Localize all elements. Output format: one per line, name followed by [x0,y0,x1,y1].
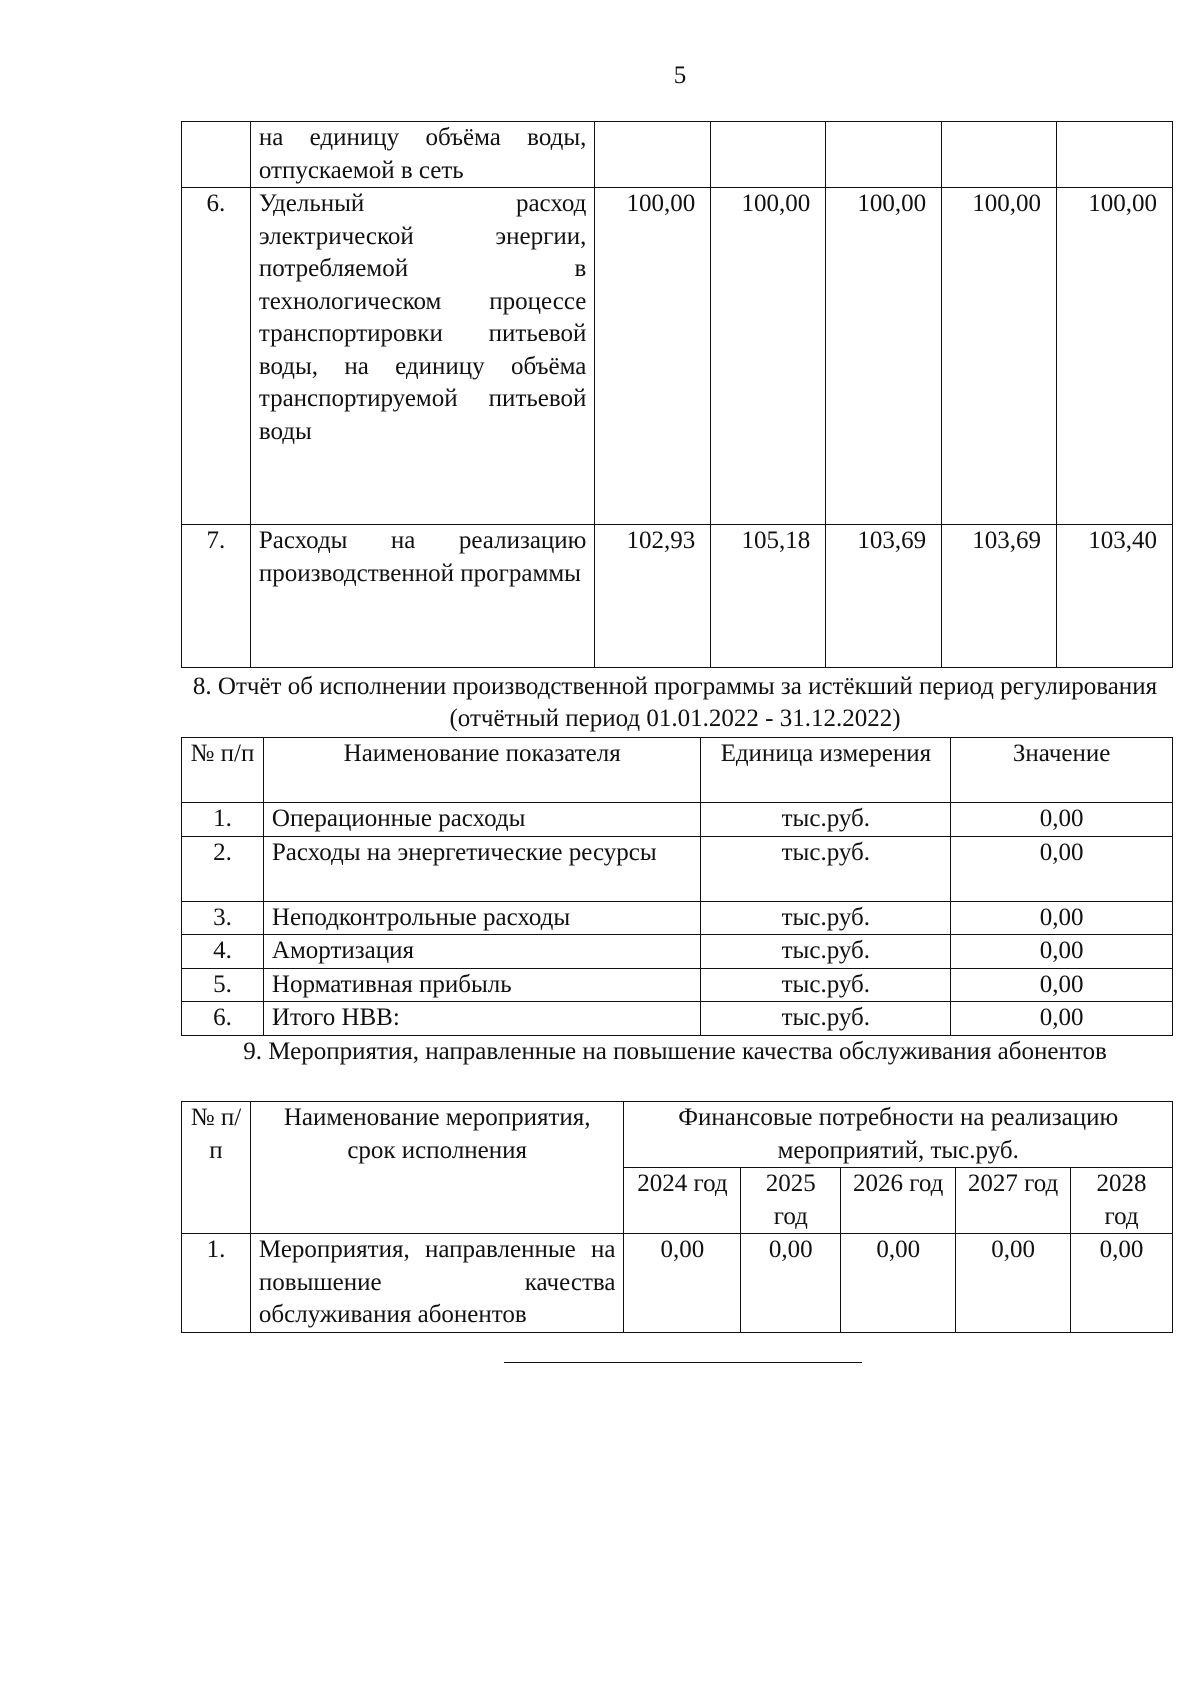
value-cell: 100,00 [942,188,1057,525]
value-cell: 103,69 [826,525,942,668]
value-cell: 103,40 [1057,525,1173,668]
table-header-row [182,1102,1173,1168]
unit-cell: тыс.руб. [701,836,951,901]
unit-cell: тыс.руб. [701,803,951,837]
end-rule [504,1362,862,1363]
indicator-name: Нормативная прибыль [263,968,701,1002]
value-cell: 105,18 [711,525,826,668]
header-value: Значение [951,738,1173,803]
table-row [182,188,1173,525]
header-year: 2027 год [956,1168,1071,1234]
value-cell: 103,69 [942,525,1057,668]
value-cell: 100,00 [595,188,711,525]
value-cell: 0,00 [624,1234,741,1333]
row-number [182,122,251,188]
indicator-name: Расходы на реализацию производственной программы [250,525,595,668]
indicator-name: на единицу объёма воды, отпускаемой в сеть [250,122,595,188]
indicators-table-continued [181,121,1173,668]
value-cell [711,122,826,188]
table-header-row [182,738,1173,803]
value-cell [826,122,942,188]
indicator-name: Расходы на энергетические ресурсы [263,836,701,901]
table-row [182,968,1173,1002]
table-row [182,935,1173,969]
header-year: 2024 год [624,1168,741,1234]
value-cell [1057,122,1173,188]
unit-cell: тыс.руб. [701,901,951,935]
section-9-title: 9. Мероприятия, направленные на повышение качества обслуживания абонентов [243,1038,1107,1065]
section-8-title: 8. Отчёт об исполнении производственной программы за истёкший период регулирования (отчётный период 01.01.2022 - 31.12.2022) [192,673,1158,732]
row-number: 1. [182,803,264,837]
value-cell: 0,00 [951,803,1173,837]
unit-cell: тыс.руб. [701,935,951,969]
table-row [182,803,1173,837]
header-indicator-name: Наименование показателя [263,738,701,803]
measures-table [181,1101,1173,1333]
table-row [182,901,1173,935]
row-number: 1. [182,1234,251,1333]
indicator-name: Амортизация [263,935,701,969]
value-cell: 100,00 [1057,188,1173,525]
row-number: 5. [182,968,264,1002]
row-number: 6. [182,1002,264,1036]
value-cell: 0,00 [1071,1234,1173,1333]
row-number: 4. [182,935,264,969]
indicator-name: Итого НВВ: [263,1002,701,1036]
value-cell [595,122,711,188]
header-year: 2025 год [741,1168,841,1234]
table-row [182,122,1173,188]
value-cell: 0,00 [951,901,1173,935]
header-measure-name: Наименование мероприятия, срок исполнения [250,1102,624,1234]
indicator-name: Удельный расход электрической энергии, потребляемой в технологическом процессе транспортировки питьевой воды, на единицу объёма транспортируемой питьевой воды [250,188,595,525]
row-number: 2. [182,836,264,901]
row-number: 7. [182,525,251,668]
value-cell: 100,00 [711,188,826,525]
table-row [182,836,1173,901]
header-unit: Единица измерения [701,738,951,803]
row-number: 3. [182,901,264,935]
report-table [181,737,1173,1036]
table-row [182,1002,1173,1036]
header-number: № п/п [182,1102,251,1234]
table-row [182,1234,1173,1333]
value-cell: 0,00 [951,968,1173,1002]
value-cell: 0,00 [951,836,1173,901]
value-cell: 0,00 [841,1234,956,1333]
value-cell: 102,93 [595,525,711,668]
table-row [182,525,1173,668]
row-number: 6. [182,188,251,525]
value-cell: 0,00 [951,1002,1173,1036]
page-number: 5 [673,62,687,89]
header-year: 2028 год [1071,1168,1173,1234]
header-number: № п/п [182,738,264,803]
unit-cell: тыс.руб. [701,1002,951,1036]
indicator-name: Неподконтрольные расходы [263,901,701,935]
value-cell: 0,00 [741,1234,841,1333]
value-cell: 0,00 [951,935,1173,969]
value-cell: 0,00 [956,1234,1071,1333]
indicator-name: Операционные расходы [263,803,701,837]
value-cell: 100,00 [826,188,942,525]
header-year: 2026 год [841,1168,956,1234]
unit-cell: тыс.руб. [701,968,951,1002]
value-cell [942,122,1057,188]
header-financial-needs: Финансовые потребности на реализацию мероприятий, тыс.руб. [624,1102,1173,1168]
measure-name: Мероприятия, направленные на повышение качества обслуживания абонентов [250,1234,624,1333]
